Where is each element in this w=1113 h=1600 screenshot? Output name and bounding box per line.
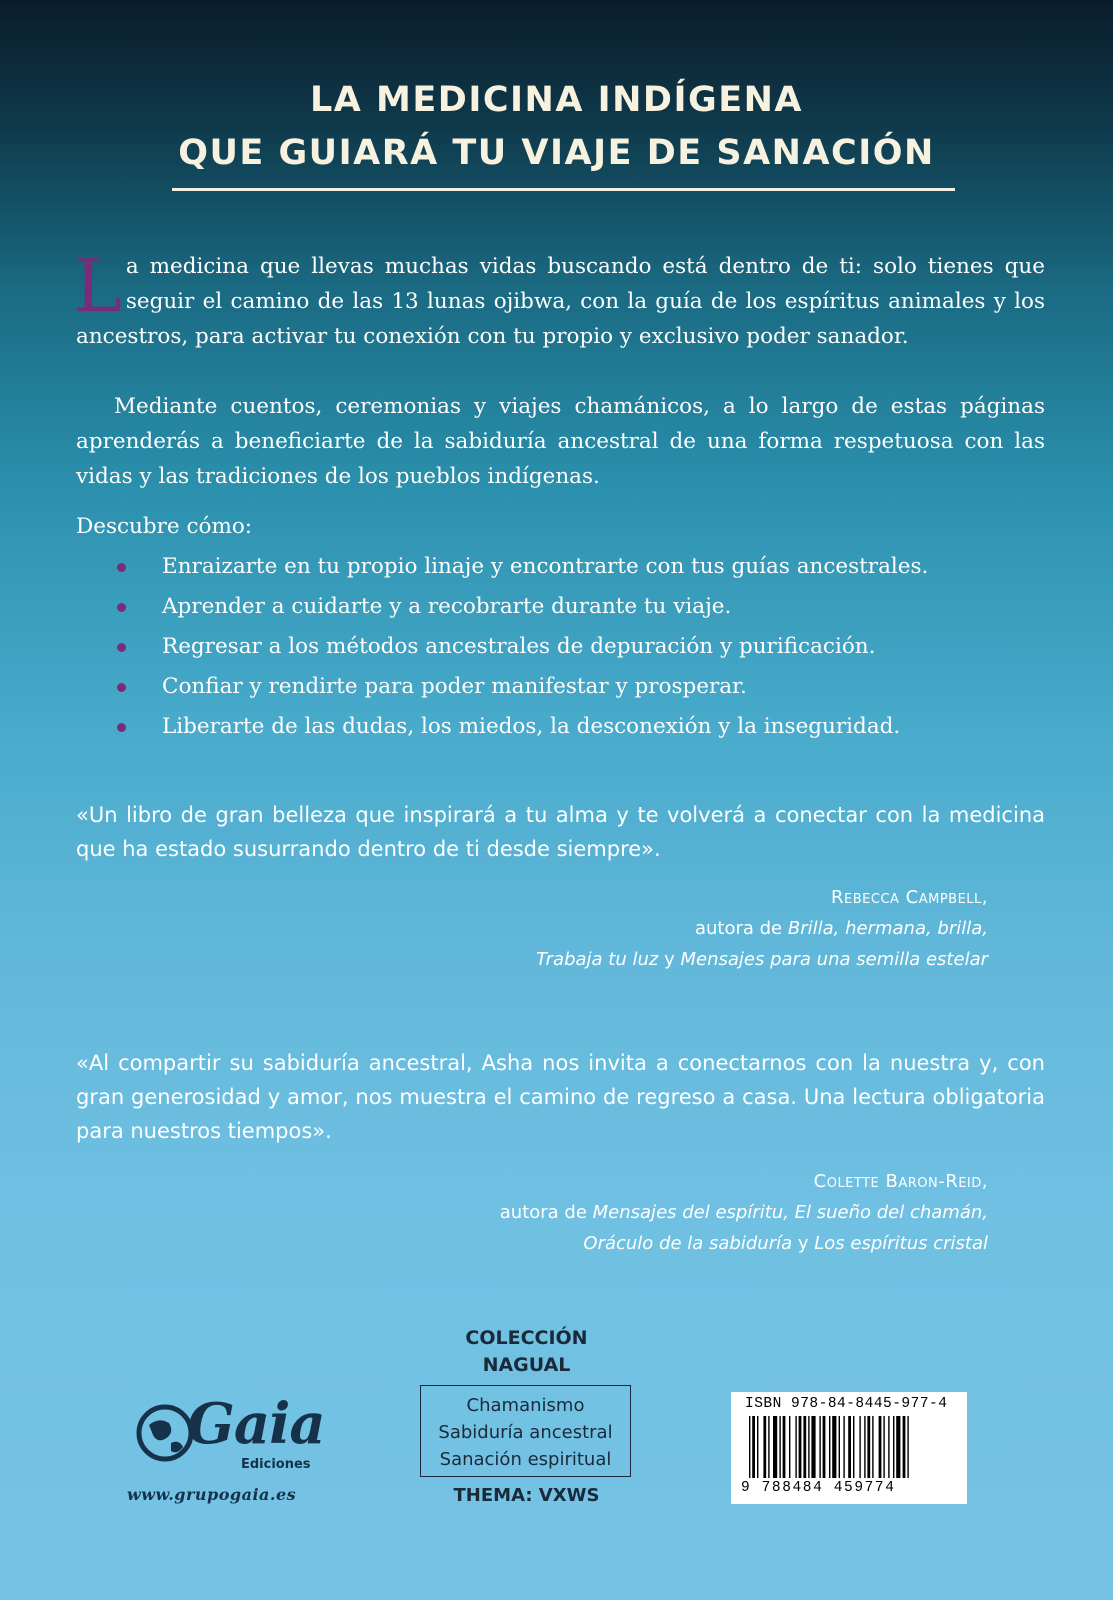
testimonial-works-line-1: autora de Mensajes del espíritu, El sueño del chamán, — [499, 1202, 988, 1223]
headline — [0, 74, 1113, 180]
topic-item: Chamanismo — [466, 1395, 585, 1416]
globe-icon — [135, 1403, 195, 1463]
dropcap: L — [74, 244, 122, 328]
list-item — [162, 549, 928, 584]
isbn-label: ISBN 978-84-8445-977-4 — [745, 1396, 948, 1412]
testimonial-author: Colette Baron-Reid, — [813, 1171, 988, 1192]
topic-item: Sabiduría ancestral — [438, 1422, 613, 1443]
testimonial-quote-2: «Al compartir su sabiduría ancestral, Asha nos invita a conectarnos con la nuestra y, con gran generosidad y amor, nos muestra el camino de regreso a casa. Una lectura obligatoria para nuestros tiempos». — [76, 1051, 1045, 1143]
testimonial-quote-1: «Un libro de gran belleza que inspirará a tu alma y te volverá a conectar con la medicina que ha estado susurrando dentro de ti desde siempre». — [76, 803, 1045, 861]
intro-paragraph-1-text: a medicina que llevas muchas vidas buscando está dentro de ti: solo tienes que seguir el camino de las 13 lunas ojibwa, con la guía de los espíritus animales y los ancestros, para activar tu conexión con tu propio y exclusivo poder sanador. — [76, 254, 1045, 349]
bullet-icon — [117, 723, 126, 732]
bullet-icon — [117, 643, 126, 652]
headline-divider — [172, 188, 955, 191]
bullet-icon — [117, 683, 126, 692]
publisher-website: www.grupogaia.es — [127, 1485, 297, 1504]
intro-paragraph-1 — [74, 244, 1045, 354]
topic-item: Sanación espiritual — [439, 1449, 612, 1470]
testimonial-attribution-2 — [500, 1166, 988, 1259]
list-item-text: Enraizarte en tu propio linaje y encontrarte con tus guías ancestrales. — [162, 554, 929, 579]
isbn-barcode — [731, 1392, 967, 1504]
testimonial-works-line-2: Oráculo de la sabiduría y Los espíritus cristal — [583, 1233, 988, 1254]
thema-code: THEMA: VXWS — [453, 1485, 600, 1506]
intro-paragraph-2: Mediante cuentos, ceremonias y viajes chamánicos, a lo largo de estas páginas aprenderás a beneficiarte de la sabiduría ancestral de una forma respetuosa con las vidas y las tradiciones de los pueblos indígenas. — [76, 394, 1045, 489]
list-item-text: Liberarte de las dudas, los miedos, la desconexión y la inseguridad. — [162, 714, 901, 739]
list-item — [162, 589, 731, 624]
publisher-logo — [127, 1391, 325, 1485]
testimonial-attribution-1 — [536, 882, 988, 975]
discover-lead: Descubre cómo: — [76, 514, 253, 539]
publisher-logo-subtitle: Ediciones — [241, 1457, 311, 1472]
bullet-icon — [117, 563, 126, 572]
testimonial-works-line-1: autora de Brilla, hermana, brilla, — [694, 918, 988, 939]
list-item — [162, 709, 900, 744]
headline-line-1: LA MEDICINA INDÍGENA — [309, 80, 804, 120]
list-item — [162, 629, 875, 664]
collection-label-line-1: COLECCIÓN — [465, 1327, 588, 1349]
collection-label-line-2: NAGUAL — [482, 1354, 571, 1376]
list-item-text: Confiar y rendirte para poder manifestar y prosperar. — [162, 674, 747, 699]
list-item-text: Aprender a cuidarte y a recobrarte durante tu viaje. — [162, 594, 732, 619]
collection-label — [420, 1325, 633, 1379]
bullet-icon — [117, 603, 126, 612]
publisher-logo-text: Gaia — [187, 1391, 325, 1457]
barcode-icon — [741, 1416, 957, 1480]
list-item — [162, 669, 747, 704]
topics-box — [420, 1385, 631, 1477]
testimonial-works-line-2: Trabaja tu luz y Mensajes para una semilla estelar — [536, 949, 988, 970]
list-item-text: Regresar a los métodos ancestrales de depuración y purificación. — [162, 634, 876, 659]
headline-line-2: QUE GUIARÁ TU VIAJE DE SANACIÓN — [178, 133, 935, 173]
ean-number: 9 788484 459774 — [741, 1480, 896, 1496]
testimonial-author: Rebecca Campbell, — [831, 887, 988, 908]
